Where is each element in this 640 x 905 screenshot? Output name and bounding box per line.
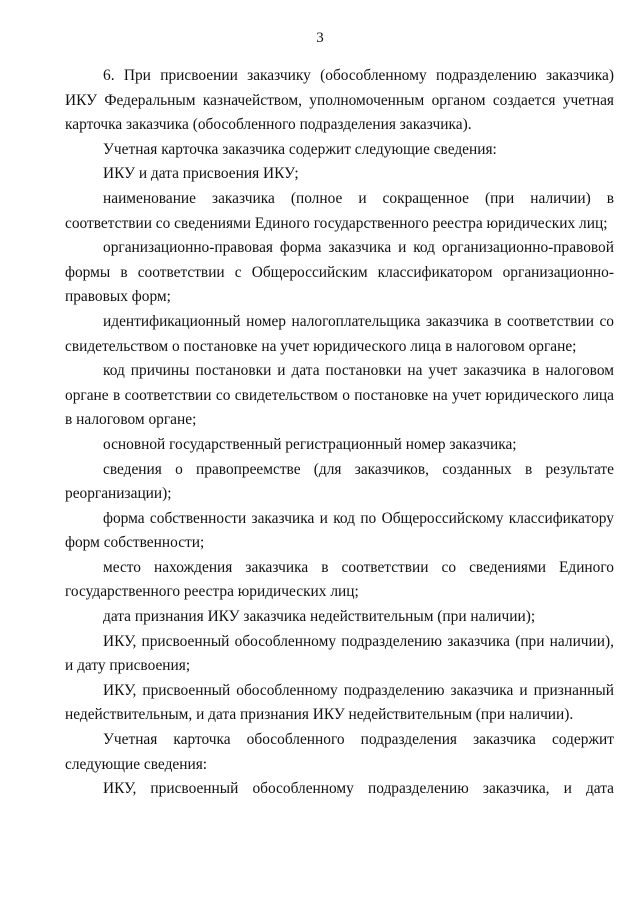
list-item-subdivision-iku-date: ИКУ, присвоенный обособленному подразделению заказчика, и дата (103, 780, 614, 798)
list-item-ownership-form: форма собственности заказчика и код по Общероссийскому классификатору форм собственности; (65, 509, 614, 552)
list-item-inn: идентификационный номер налогоплательщика заказчика в соответствии со свидетельством о постановке на учет юридического лица в налоговом органе; (65, 312, 614, 355)
list-item-customer-name: наименование заказчика (полное и сокращенное (при наличии) в соответствии со сведениями Единого государственного реестра юридических лиц; (65, 189, 614, 232)
paragraph-subdivision-card-intro: Учетная карточка обособленного подразделения заказчика содержит следующие сведения: (65, 731, 614, 773)
paragraph-card-contents-intro: Учетная карточка заказчика содержит следующие сведения: (103, 140, 497, 158)
page-number: 3 (316, 30, 324, 46)
document-body (65, 64, 614, 802)
list-item-location: место нахождения заказчика в соответствии со сведениями Единого государственного реестра юридических лиц; (65, 558, 614, 601)
list-item-iku-date: ИКУ и дата присвоения ИКУ; (103, 165, 299, 183)
list-item-legal-form: организационно-правовая форма заказчика и код организационно-правовой формы в соответствии с Общероссийским классификатором организационно-правовых форм; (65, 239, 614, 306)
list-item-subdivision-iku: ИКУ, присвоенный обособленному подразделению заказчика (при наличии), и дату присвоения; (65, 632, 614, 675)
list-item-invalidation-date: дата признания ИКУ заказчика недействительным (при наличии); (103, 608, 536, 626)
list-item-ogrn: основной государственный регистрационный номер заказчика; (103, 435, 517, 453)
paragraph-section-6: 6. При присвоении заказчику (обособленному подразделению заказчика) ИКУ Федеральным казначейством, уполномоченным органом создается учетная карточка заказчика (обособленного подразделения заказчика). (65, 67, 614, 134)
list-item-subdivision-iku-invalid: ИКУ, присвоенный обособленному подразделению заказчика и признанный недействительным, и дата признания ИКУ недействительным (при наличии). (65, 681, 614, 724)
list-item-kpp: код причины постановки и дата постановки на учет заказчика в налоговом органе в соответствии со свидетельством о постановке на учет юридического лица в налоговом органе; (65, 362, 614, 429)
list-item-succession: сведения о правопреемстве (для заказчиков, созданных в результате реорганизации); (65, 460, 614, 503)
